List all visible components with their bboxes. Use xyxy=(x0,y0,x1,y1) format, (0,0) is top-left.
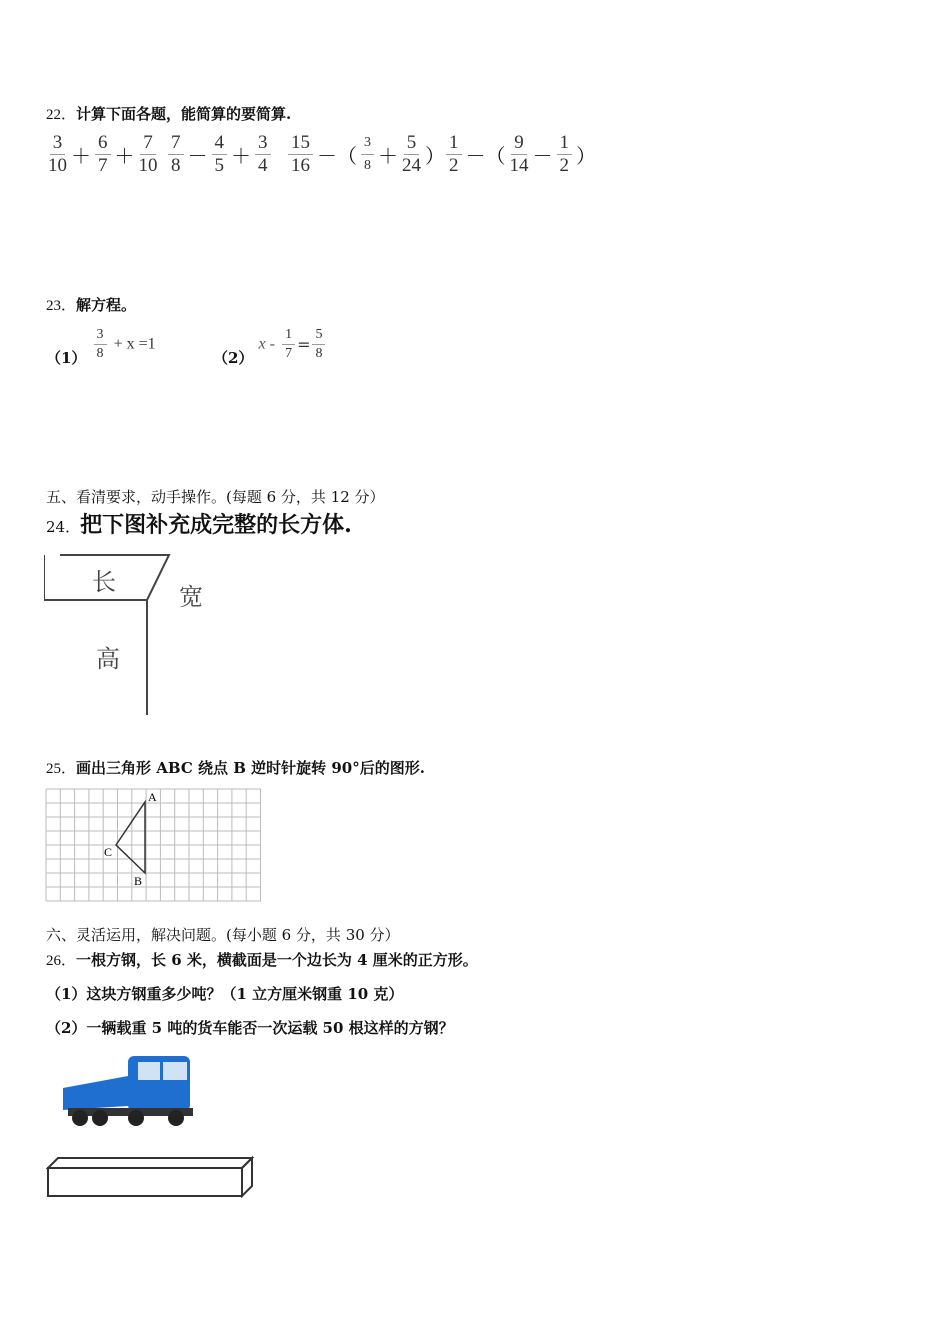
q23-number: 23． xyxy=(46,298,77,314)
q26-text: 一根方钢，长 6 米，横截面是一个边长为 4 厘米的正方形。 xyxy=(76,951,478,969)
q22-number: 22． xyxy=(46,107,77,123)
operator: ＋ xyxy=(71,146,91,168)
fraction xyxy=(446,132,462,177)
q26-heading xyxy=(46,949,478,970)
numerator: 5 xyxy=(404,132,420,155)
steel-bar-image xyxy=(46,1155,256,1200)
denominator: 5 xyxy=(214,155,224,176)
numerator: 4 xyxy=(212,132,228,155)
expression-3 xyxy=(286,132,447,177)
fraction xyxy=(168,132,184,177)
eq1-rest: + x =1 xyxy=(113,335,156,353)
eq1-denominator: 8 xyxy=(96,346,104,361)
numerator: 3 xyxy=(50,132,66,155)
eq1-numerator: 3 xyxy=(94,326,107,345)
equation-2 xyxy=(213,326,327,368)
q26-sub2: （2）一辆载重 5 吨的货车能否一次运载 50 根这样的方钢？ xyxy=(46,1019,454,1037)
q26-sub1: （1）这块方钢重多少吨？（1 立方厘米钢重 10 克） xyxy=(46,985,404,1003)
numerator: 3 xyxy=(255,132,271,155)
numerator: 7 xyxy=(140,132,156,155)
section-6-heading: 六、灵活运用，解决问题。(每小题 6 分，共 30 分） xyxy=(46,926,400,944)
eq2-equals: = xyxy=(297,335,311,354)
q22-heading xyxy=(46,103,291,124)
numerator: 1 xyxy=(557,132,573,155)
q25-number: 25． xyxy=(46,761,77,777)
fraction xyxy=(139,132,158,177)
q25-text: 画出三角形 ABC 绕点 B 逆时针旋转 90°后的图形. xyxy=(76,759,425,777)
eq2-den1: 7 xyxy=(285,346,293,361)
numerator: 15 xyxy=(288,132,313,155)
height-label: 高 xyxy=(96,645,120,673)
cuboid-sketch xyxy=(44,545,274,725)
denominator: 8 xyxy=(364,158,371,173)
width-label: 宽 xyxy=(179,583,203,611)
fraction xyxy=(255,132,271,177)
fraction xyxy=(48,132,67,177)
numerator: 9 xyxy=(511,132,527,155)
expression-1 xyxy=(46,132,160,177)
eq2-num1: 1 xyxy=(282,326,295,345)
eq2-num2: 5 xyxy=(312,326,325,345)
operator: －（ xyxy=(465,146,506,168)
q25-heading xyxy=(46,757,425,778)
q26-number: 26． xyxy=(46,953,77,969)
numerator: 6 xyxy=(95,132,111,155)
eq2-x: x - xyxy=(258,335,275,353)
denominator: 24 xyxy=(402,155,421,176)
truck-image xyxy=(58,1048,198,1133)
operator: －（ xyxy=(317,146,357,168)
fraction xyxy=(557,132,573,177)
q23-heading xyxy=(46,294,136,315)
denominator: 14 xyxy=(509,155,529,176)
operator: － xyxy=(532,146,553,168)
q23-text: 解方程。 xyxy=(76,296,137,314)
fraction xyxy=(402,132,421,177)
equation-1 xyxy=(46,326,156,368)
operator: ） xyxy=(576,146,596,168)
q24-text: 把下图补充成完整的长方体. xyxy=(80,512,352,538)
section-5-heading: 五、看清要求，动手操作。(每题 6 分，共 12 分） xyxy=(46,488,385,506)
fraction xyxy=(212,132,228,177)
operator: ＋ xyxy=(378,146,398,168)
denominator: 8 xyxy=(171,155,181,176)
eq2-label: （2） xyxy=(213,349,254,367)
fraction xyxy=(361,132,374,177)
denominator: 2 xyxy=(559,155,569,176)
eq2-den2: 8 xyxy=(315,346,323,361)
eq1-label: （1） xyxy=(46,349,87,367)
q24-number: 24． xyxy=(46,518,81,536)
denominator: 10 xyxy=(48,155,67,176)
fraction xyxy=(288,132,313,177)
q24-heading xyxy=(46,508,352,539)
operator: ＋ xyxy=(114,146,135,168)
denominator: 10 xyxy=(138,155,158,176)
fraction xyxy=(95,132,111,177)
point-a-label: A xyxy=(148,790,157,804)
length-label: 长 xyxy=(92,568,116,596)
triangle-abc xyxy=(116,802,145,873)
denominator: 4 xyxy=(258,155,268,176)
operator: ） xyxy=(425,146,445,168)
numerator: 3 xyxy=(361,132,374,155)
expression-4 xyxy=(444,132,598,177)
denominator: 7 xyxy=(98,155,108,176)
point-c-label: C xyxy=(104,845,113,859)
rotation-grid xyxy=(45,788,262,902)
expression-2 xyxy=(166,132,273,177)
operator: － xyxy=(187,146,208,168)
q22-text: 计算下面各题，能简算的要简算. xyxy=(76,105,292,123)
denominator: 2 xyxy=(449,155,459,176)
operator: ＋ xyxy=(231,146,251,168)
fraction xyxy=(510,132,529,177)
numerator: 7 xyxy=(168,132,184,155)
point-b-label: B xyxy=(134,874,143,888)
numerator: 1 xyxy=(446,132,462,155)
denominator: 16 xyxy=(291,155,310,176)
